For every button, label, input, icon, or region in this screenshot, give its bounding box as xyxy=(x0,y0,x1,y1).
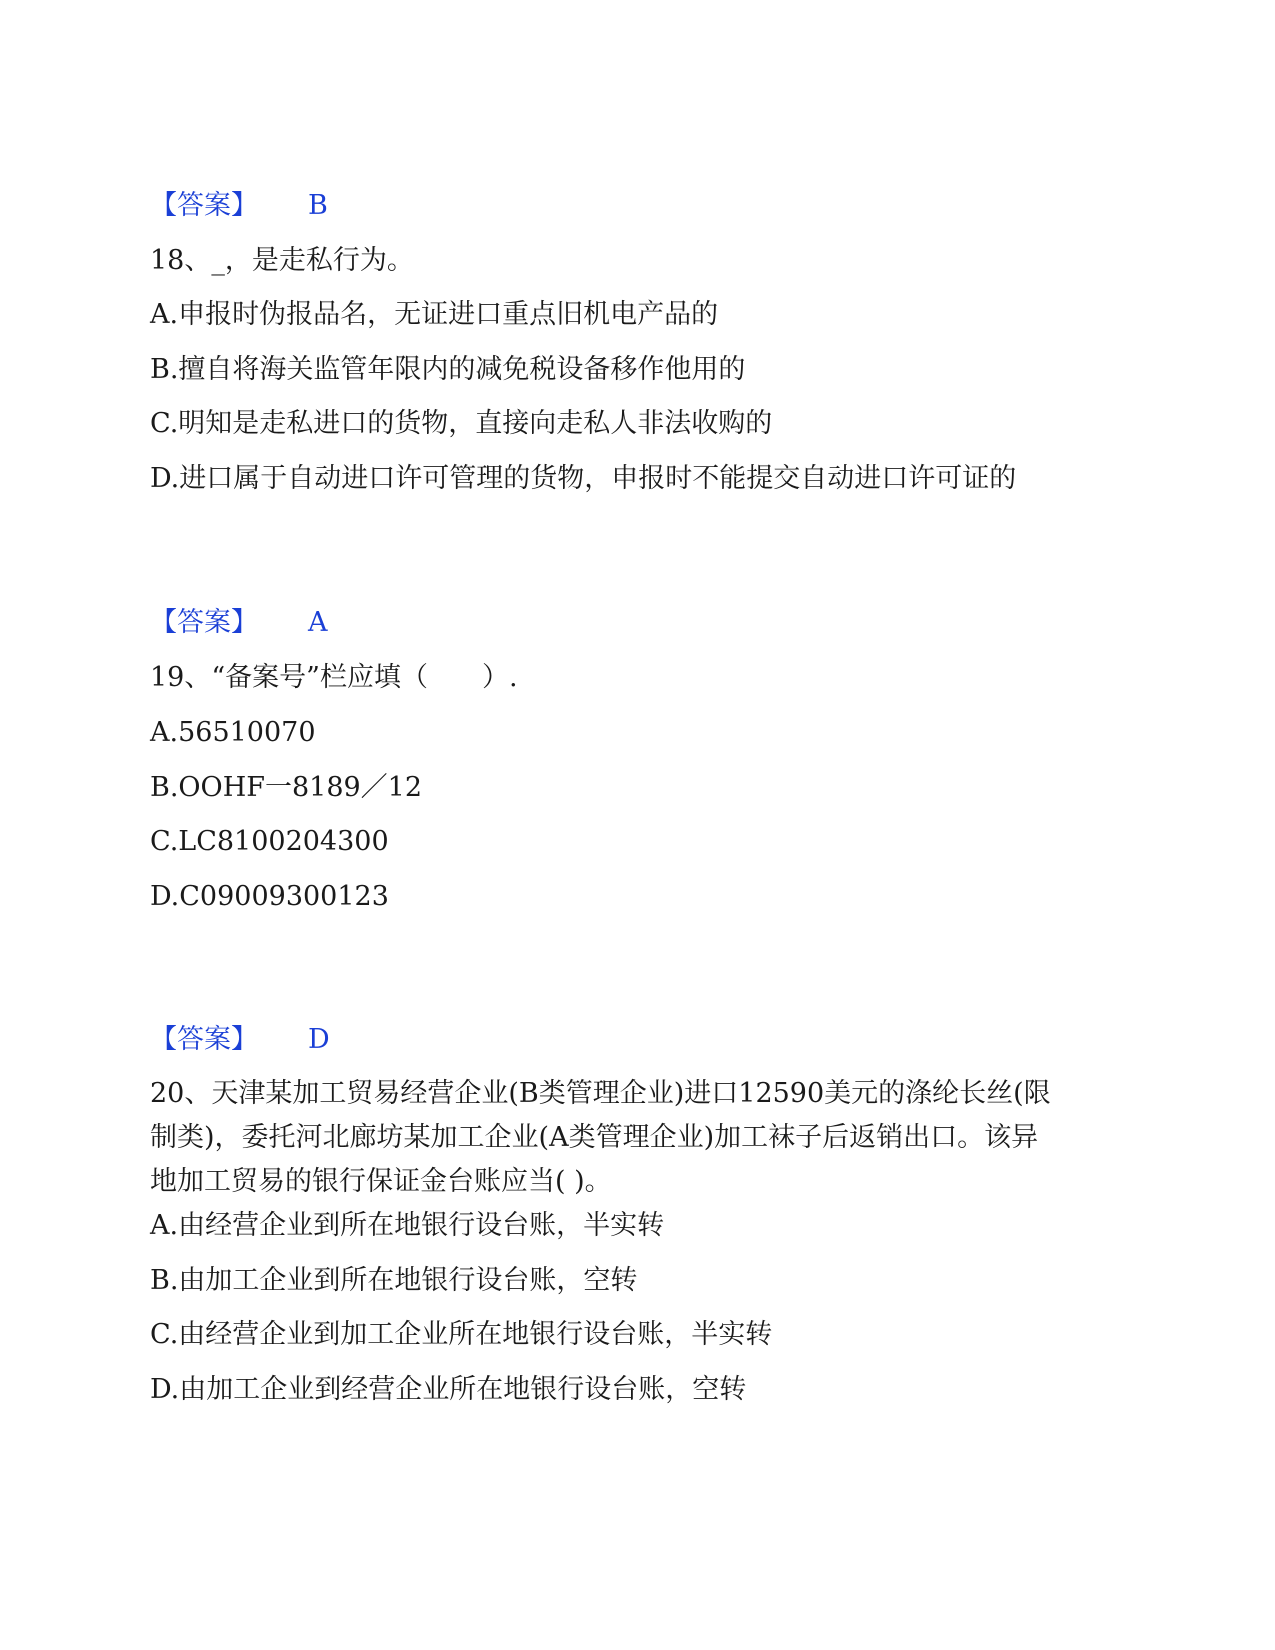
option-a: A.由经营企业到所在地银行设台账，半实转 xyxy=(150,1210,665,1241)
option-b: B.擅自将海关监管年限内的减免税设备移作他用的 xyxy=(150,354,746,385)
answer-line xyxy=(150,188,328,224)
question-stem: 19、“备案号”栏应填（ ）. xyxy=(150,662,518,693)
document-page xyxy=(150,0,1150,1650)
question-stem xyxy=(150,1072,1130,1204)
answer-letter: D xyxy=(308,1024,330,1055)
answer-label: 【答案】 xyxy=(150,607,258,638)
answer-letter: B xyxy=(308,190,328,221)
answer-line xyxy=(150,1022,330,1058)
option-c: C.LC8100204300 xyxy=(150,826,389,857)
option-d: D.C09009300123 xyxy=(150,881,389,912)
option-c: C.明知是走私进口的货物，直接向走私人非法收购的 xyxy=(150,408,773,439)
option-d: D.由加工企业到经营企业所在地银行设台账，空转 xyxy=(150,1374,747,1405)
answer-line xyxy=(150,605,328,641)
option-b: B.由加工企业到所在地银行设台账，空转 xyxy=(150,1265,638,1296)
question-stem: 18、_，是走私行为。 xyxy=(150,245,414,276)
answer-letter: A xyxy=(308,607,328,638)
answer-label: 【答案】 xyxy=(150,190,258,221)
option-d: D.进口属于自动进口许可管理的货物，申报时不能提交自动进口许可证的 xyxy=(150,463,1017,494)
stem-line: 地加工贸易的银行保证金台账应当( )。 xyxy=(150,1166,612,1197)
answer-label: 【答案】 xyxy=(150,1024,258,1055)
option-b: B.OOHF一8189／12 xyxy=(150,772,423,803)
stem-line: 20、天津某加工贸易经营企业(B类管理企业)进口12590美元的涤纶长丝(限 xyxy=(150,1078,1051,1109)
stem-line: 制类)，委托河北廊坊某加工企业(A类管理企业)加工袜子后返销出口。该异 xyxy=(150,1122,1039,1153)
option-a: A.56510070 xyxy=(150,717,316,748)
option-c: C.由经营企业到加工企业所在地银行设台账，半实转 xyxy=(150,1319,773,1350)
option-a: A.申报时伪报品名，无证进口重点旧机电产品的 xyxy=(150,299,719,330)
